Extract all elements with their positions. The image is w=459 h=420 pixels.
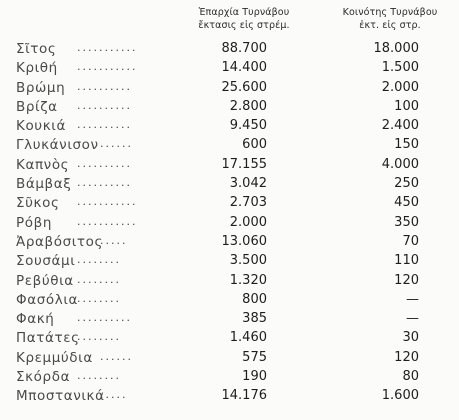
table-row: [0, 368, 459, 387]
table-row: [0, 291, 459, 310]
leader-dots: .....: [100, 233, 128, 247]
crop-name: Βάμβαξ: [16, 176, 72, 193]
table-row: [0, 214, 459, 233]
leader-dots: ........: [77, 369, 121, 383]
province-area-value: 2.800: [229, 98, 267, 114]
leader-dots: ...........: [77, 195, 138, 209]
province-area-value: 1.460: [229, 330, 267, 346]
table-row: [0, 156, 459, 175]
leader-dots: ........: [77, 253, 121, 267]
province-area-value: 17.155: [221, 156, 267, 172]
table-row: [0, 233, 459, 252]
community-area-value: 110: [394, 253, 419, 269]
crop-name: Ρεβύθια: [16, 272, 74, 289]
table-row: [0, 79, 459, 98]
province-area-value: 3.500: [229, 253, 267, 269]
leader-dots: .....: [100, 388, 128, 402]
province-area-value: 800: [242, 291, 267, 307]
community-area-value: 120: [394, 272, 419, 288]
leader-dots: ...........: [77, 60, 138, 74]
table-row: [0, 175, 459, 194]
crop-name: Κριθή: [16, 60, 58, 77]
leader-dots: ..........: [77, 156, 132, 170]
leader-dots: ........: [77, 291, 121, 305]
crop-name: Καπνὸς: [16, 156, 70, 173]
community-area-value: —: [406, 291, 419, 307]
header-province-title: Ἐπαρχία Τυρνάβου: [198, 7, 290, 18]
leader-dots: ...........: [77, 214, 138, 228]
community-area-value: 350: [394, 214, 419, 230]
leader-dots: ........: [77, 330, 121, 344]
leader-dots: ..........: [77, 311, 132, 325]
province-area-value: 190: [242, 369, 267, 385]
crop-name: Σῖτος: [16, 41, 57, 57]
header-province: [175, 6, 313, 32]
leader-dots: ...........: [77, 41, 138, 54]
leader-dots: ......: [100, 137, 133, 151]
province-area-value: 385: [242, 311, 267, 327]
crop-name: Βρίζα: [16, 98, 58, 115]
header-community-unit: ἐκτ. εἰς στρ.: [359, 20, 421, 31]
community-area-value: 1.500: [381, 60, 419, 76]
crop-name: Κρεμμύδια: [16, 349, 93, 366]
community-area-value: 70: [402, 233, 419, 249]
province-area-value: 2.703: [229, 195, 267, 211]
crop-name: Φακή: [16, 311, 55, 328]
table-row: [0, 310, 459, 329]
crop-name: Ἀραβόσιτος: [16, 233, 104, 250]
table-row: [0, 59, 459, 78]
table-row: [0, 40, 459, 59]
province-area-value: 14.400: [221, 60, 267, 76]
table-row: [0, 272, 459, 291]
leader-dots: ..........: [77, 118, 132, 132]
header-community: [325, 6, 455, 32]
province-area-value: 9.450: [229, 118, 267, 134]
province-area-value: 600: [242, 137, 267, 153]
community-area-value: 1.600: [381, 388, 419, 404]
header-community-title: Κοινότης Τυρνάβου: [342, 7, 438, 18]
province-area-value: 2.000: [229, 214, 267, 230]
province-area-value: 3.042: [229, 176, 267, 192]
leader-dots: ..........: [77, 79, 132, 93]
table-row: [0, 136, 459, 155]
province-area-value: 13.060: [221, 233, 267, 249]
province-area-value: 1.320: [229, 272, 267, 288]
leader-dots: ........: [77, 272, 121, 286]
crop-table: [0, 40, 459, 407]
leader-dots: ......: [100, 349, 133, 363]
crop-name: Φασόλια: [16, 291, 78, 308]
province-area-value: 25.600: [221, 79, 267, 95]
community-area-value: 120: [394, 349, 419, 365]
community-area-value: 4.000: [381, 156, 419, 172]
community-area-value: 80: [402, 369, 419, 385]
community-area-value: 150: [394, 137, 419, 153]
province-area-value: 575: [242, 349, 267, 365]
province-area-value: 88.700: [221, 41, 267, 56]
crop-name: Πατάτες: [16, 330, 80, 347]
community-area-value: 2.400: [381, 118, 419, 134]
community-area-value: 450: [394, 195, 419, 211]
community-area-value: 30: [402, 330, 419, 346]
table-row: [0, 349, 459, 368]
header-province-unit: ἔκτασις εἰς στρέμ.: [198, 20, 290, 31]
crop-name: Σκόρδα: [16, 369, 71, 386]
community-area-value: 18.000: [373, 41, 419, 56]
table-row: [0, 117, 459, 136]
crop-name: Ρόβη: [16, 214, 52, 231]
crop-name: Μποστανικά: [16, 388, 105, 405]
table-row: [0, 387, 459, 406]
leader-dots: ..........: [77, 98, 132, 112]
community-area-value: —: [406, 311, 419, 327]
community-area-value: 100: [394, 98, 419, 114]
crop-name: Σουσάμι: [16, 253, 76, 270]
table-row: [0, 329, 459, 348]
crop-name: Σῦκος: [16, 195, 60, 212]
crop-name: Κουκιά: [16, 118, 66, 135]
community-area-value: 2.000: [381, 79, 419, 95]
community-area-value: 250: [394, 176, 419, 192]
table-row: [0, 194, 459, 213]
leader-dots: ..........: [77, 176, 132, 190]
crop-name: Βρώμη: [16, 79, 66, 96]
table-row: [0, 252, 459, 271]
province-area-value: 14.176: [221, 388, 267, 404]
crop-name: Γλυκάνισον: [16, 137, 99, 154]
table-row: [0, 98, 459, 117]
